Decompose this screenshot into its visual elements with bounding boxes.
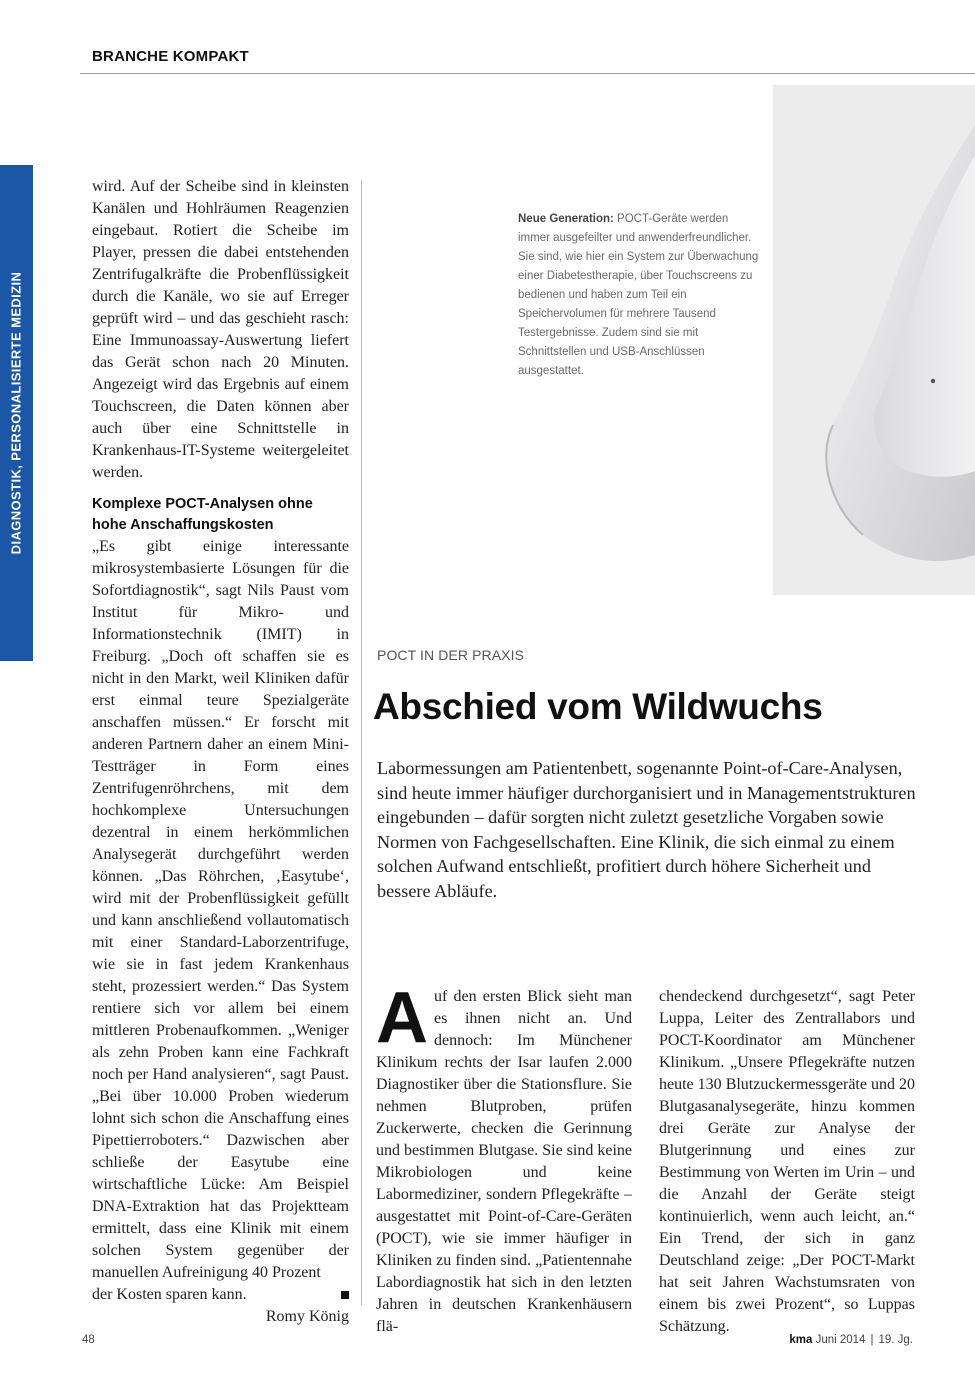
article-headline: Abschied vom Wildwuchs bbox=[373, 686, 823, 727]
footer-volume: 19. Jg. bbox=[878, 1334, 913, 1346]
header-rule bbox=[80, 73, 975, 74]
caption-label: Neue Generation: bbox=[518, 213, 614, 225]
footer-date: Juni 2014 bbox=[815, 1334, 866, 1346]
subheading: Komplexe POCT-Analysen ohne hohe Anschaffungskosten bbox=[92, 496, 313, 533]
article-lead: Labormessungen am Patientenbett, sogenannte Point-of-Care-Analysen, sind heute immer häufiger durchorganisiert und in Managementstrukturen eingebunden – dafür sorgten nicht zuletzt gesetzliche Vorgaben sowie Normen von Fachgesellschaften. Eine Klinik, die sich einmal zu einem solchen Aufwand entschließt, profitiert durch höhere Sicherheit und bessere Abläufe. bbox=[377, 758, 916, 901]
device-illustration bbox=[773, 85, 975, 595]
caption-text: POCT-Geräte werden immer ausgefeilter und anwenderfreundlicher. Sie sind, wie hier ein System zur Überwachung einer Diabetestherapie, über Touchscreens zu bedienen und haben zum Teil ein Speichervolumen für mehrere Tausend Testergebnisse. Zudem sind sie mit Schnittstellen und USB-Anschlüssen ausgestattet. bbox=[518, 213, 759, 377]
article-kicker: POCT IN DER PRAXIS bbox=[377, 647, 525, 663]
footer-separator: | bbox=[870, 1334, 874, 1346]
left-paragraph-2: „Es gibt einige interessante mikrosystembasierte Lösungen für die Sofortdiagnostik“, sagt Nils Paust vom Institut für Mikro- und Informationstechnik (IMIT) in Freiburg. „Doch oft schaffen sie es nicht in den Markt, weil Kliniken dafür erst einmal teure Spezialgeräte anschaffen müssen.“ Er forscht mit anderen Partnern daher an einem Mini-Testträger in Form eines Zentrifugenröhrchens, mit dem hochkomplexe Untersuchungen dezentral in einem herkömmlichen Analysegerät durchgeführt werden können. „Das Röhrchen, ‚Easytube‘, wird mit der Probenflüssigkeit gefüllt und kann anschließend vollautomatisch mit einer Standard-Laborzentrifuge, wie sie in fast jedem Krankenhaus steht, prozessiert werden.“ Das System rentiere sich vor allem bei einem mittleren Probenaufkommen. „Weniger als zehn Proben kann eine Fachkraft noch per Hand analysieren“, sagt Paust. „Bei über 10.000 Proben wiederum lohnt sich schon die Anschaffung eines Pipettierroboters.“ Dazwischen aber schließe der Easytube eine wirtschaftliche Lücke: Am Beispiel DNA-Extraktion hat das Projektteam ermittelt, dass eine Klinik mit einem solchen System gegenüber der manuellen Aufreinigung 40 Prozent bbox=[92, 538, 349, 1281]
left-last-text: der Kosten sparen kann. bbox=[92, 1286, 247, 1303]
dropcap: A bbox=[376, 978, 428, 1058]
left-column bbox=[92, 176, 349, 1328]
photo-caption bbox=[518, 210, 760, 381]
device-photo bbox=[773, 85, 975, 595]
article-column-1 bbox=[376, 978, 632, 1338]
column-divider bbox=[361, 180, 362, 1305]
left-paragraph-1: wird. Auf der Scheibe sind in kleinsten Kanälen und Hohlräumen Reagenzien eingebaut. Rotiert die Scheibe im Player, pressen die dabei entstehenden Zentrifugalkräfte die Probenflüssigkeit durch die Kanäle, wo sie auf Erreger geprüft wird – und das geschieht rasch: Eine Immunoassay-Auswertung liefert das Gerät schon nach 20 Minuten. Angezeigt wird das Ergebnis auf einem Touchscreen, die Daten können aber auch über eine Schnittstelle in Krankenhaus-IT-Systeme weitergeleitet werden. bbox=[92, 178, 349, 481]
left-last-line bbox=[92, 1284, 349, 1306]
end-mark-icon bbox=[341, 1291, 349, 1299]
footer-brand: kma bbox=[789, 1334, 813, 1346]
page-number: 48 bbox=[82, 1334, 95, 1346]
footer-issue bbox=[789, 1334, 913, 1346]
side-tab-label: DIAGNOSTIK, PERSONALISIERTE MEDIZIN bbox=[8, 271, 24, 555]
article-body-1: uf den ersten Blick sieht man es ihnen nicht an. Und dennoch: Im Münchener Klinikum rechts der Isar laufen 2.000 Diagnostiker über die Stationsflure. Sie nehmen Blutproben, prüfen Zuckerwerte, checken die Gerinnung und bestimmen Blutgase. Sie sind keine Mikrobiologen und keine Labormediziner, sondern Pflegekräfte – ausgestattet mit Point-of-Care-Geräten (POCT), wie sie immer häufiger in Kliniken zu finden sind. „Patientennahe Labordiagnostik hat sich in den letzten Jahren in deutschen Krankenhäusern flä- bbox=[376, 988, 632, 1335]
side-tab bbox=[0, 165, 33, 661]
author: Romy König bbox=[265, 1308, 349, 1325]
section-label: BRANCHE KOMPAKT bbox=[92, 48, 249, 65]
article-column-2: chendeckend durchgesetzt“, sagt Peter Luppa, Leiter des Zentrallabors und POCT-Koordinator am Münchener Klinikum. „Unsere Pflegekräfte nutzen heute 130 Blutzuckermessgeräte und 20 Blutgasanalysegeräte, hinzu kommen drei Geräte zur Analyse der Blutgerinnung und eines zur Bestimmung von Werten im Urin – und die Anzahl der Geräte steigt kontinuierlich, wenn auch leicht, an.“ Ein Trend, der sich in ganz Deutschland zeige: „Der POCT-Markt hat seit Jahren Wachstumsraten von einem bis zwei Prozent“, so Luppas Schätzung. bbox=[659, 988, 915, 1335]
